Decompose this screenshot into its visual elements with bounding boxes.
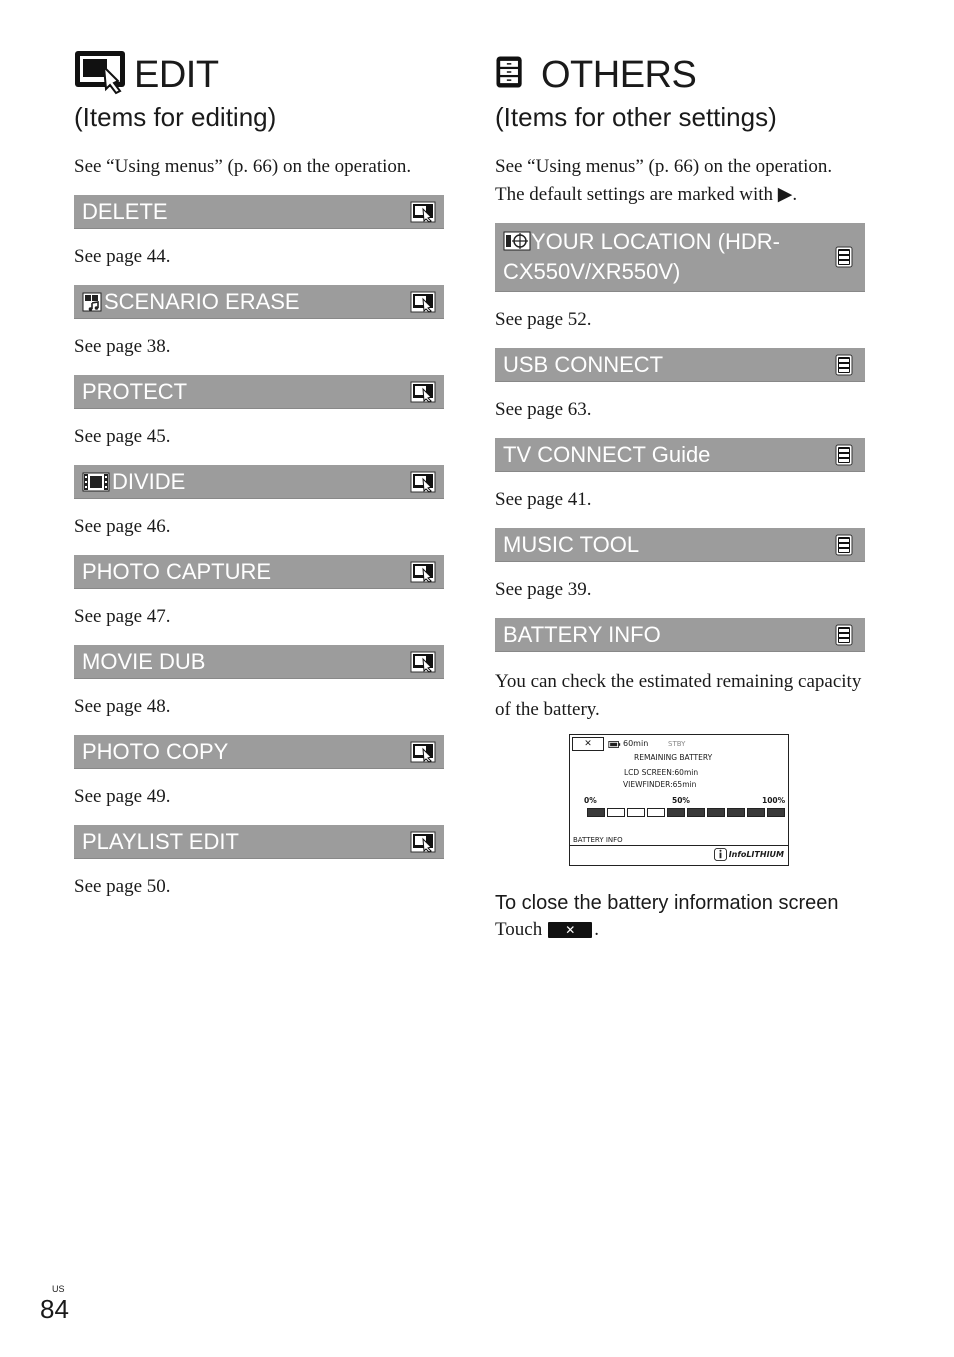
battery-segment bbox=[747, 808, 765, 817]
others-category-icon bbox=[831, 246, 857, 268]
scale-max-label: 100% bbox=[762, 796, 786, 805]
menu-label: PROTECT bbox=[82, 379, 188, 404]
lcd-label: LCD SCREEN: bbox=[624, 768, 675, 777]
others-category-icon bbox=[831, 534, 857, 556]
menu-label: MUSIC TOOL bbox=[503, 532, 640, 557]
edit-category-icon bbox=[410, 201, 436, 223]
menu-ref: See page 38. bbox=[74, 336, 171, 357]
edit-category-icon bbox=[410, 831, 436, 853]
info-icon bbox=[714, 848, 727, 861]
menu-bar-delete bbox=[74, 195, 444, 229]
scenario-icon bbox=[82, 291, 102, 313]
screen-close-button[interactable]: ✕ bbox=[572, 737, 604, 751]
menu-label: PLAYLIST EDIT bbox=[82, 829, 239, 854]
menu-ref: See page 39. bbox=[495, 579, 592, 600]
battery-segment bbox=[587, 808, 605, 817]
menu-bar-tv-connect-guide bbox=[495, 438, 865, 472]
edit-category-icon bbox=[410, 291, 436, 313]
edit-category-icon bbox=[410, 561, 436, 583]
battery-time: 60min bbox=[623, 739, 649, 748]
menu-item-music-tool bbox=[495, 528, 865, 604]
scale-mid-label: 50% bbox=[672, 796, 690, 805]
touch-prefix: Touch bbox=[495, 919, 543, 940]
battery-segment bbox=[647, 808, 665, 817]
lcd-screen-readout bbox=[624, 768, 698, 777]
menu-item-scenario-erase bbox=[74, 285, 444, 361]
film-icon bbox=[82, 471, 110, 493]
mode-status: STBY bbox=[668, 740, 686, 748]
menu-ref: See page 45. bbox=[74, 426, 171, 447]
others-category-icon bbox=[831, 624, 857, 646]
remaining-battery-heading: REMAINING BATTERY bbox=[634, 753, 713, 762]
menu-bar-photo-capture bbox=[74, 555, 444, 589]
location-icon bbox=[503, 230, 531, 252]
touch-suffix: . bbox=[594, 919, 599, 940]
edit-title: EDIT bbox=[134, 54, 219, 96]
menu-label: SCENARIO ERASE bbox=[104, 289, 300, 314]
page-region: US bbox=[52, 1284, 65, 1294]
menu-item-battery-info bbox=[495, 618, 865, 941]
menu-ref: See page 63. bbox=[495, 399, 592, 420]
others-subtitle: (Items for other settings) bbox=[495, 102, 777, 132]
menu-item-usb-connect bbox=[495, 348, 865, 424]
menu-ref: See page 44. bbox=[74, 246, 171, 267]
menu-label-wrap bbox=[503, 227, 825, 287]
menu-ref: See page 47. bbox=[74, 606, 171, 627]
menu-item-playlist-edit bbox=[74, 825, 444, 901]
battery-small-icon bbox=[608, 741, 621, 748]
menu-bar-your-location bbox=[495, 223, 865, 292]
menu-item-divide bbox=[74, 465, 444, 541]
menu-ref: See page 49. bbox=[74, 786, 171, 807]
menu-label: DIVIDE bbox=[112, 469, 186, 494]
battery-segment bbox=[767, 808, 785, 817]
battery-info-footer-label: BATTERY INFO bbox=[573, 836, 623, 844]
menu-bar-battery-info bbox=[495, 618, 865, 652]
menu-item-photo-copy bbox=[74, 735, 444, 811]
others-intro-line2: The default settings are marked with ▶. bbox=[495, 184, 798, 205]
menu-ref: See page 46. bbox=[74, 516, 171, 537]
menu-item-protect bbox=[74, 375, 444, 451]
menu-label: PHOTO COPY bbox=[82, 739, 229, 764]
edit-category-icon bbox=[410, 471, 436, 493]
menu-label: TV CONNECT Guide bbox=[503, 442, 711, 467]
menu-ref: See page 52. bbox=[495, 309, 592, 330]
others-category-icon bbox=[831, 444, 857, 466]
menu-bar-photo-copy bbox=[74, 735, 444, 769]
others-section bbox=[495, 40, 865, 941]
edit-intro: See “Using menus” (p. 66) on the operation. bbox=[74, 156, 412, 177]
vf-label: VIEWFINDER: bbox=[623, 780, 673, 789]
battery-level-bar bbox=[587, 808, 785, 817]
others-menu-icon bbox=[495, 49, 535, 95]
menu-label: MOVIE DUB bbox=[82, 649, 206, 674]
battery-info-screen bbox=[569, 734, 789, 866]
menu-label: PHOTO CAPTURE bbox=[82, 559, 272, 584]
menu-ref: You can check the estimated remaining capacity of the battery. bbox=[495, 671, 862, 720]
edit-subtitle: (Items for editing) bbox=[74, 102, 277, 132]
others-intro-line1: See “Using menus” (p. 66) on the operation. bbox=[495, 156, 833, 177]
menu-ref: See page 50. bbox=[74, 876, 171, 897]
menu-bar-playlist-edit bbox=[74, 825, 444, 859]
lcd-value: 60min bbox=[674, 768, 699, 777]
menu-ref: See page 41. bbox=[495, 489, 592, 510]
close-instructions-title: To close the battery information screen bbox=[495, 892, 839, 914]
edit-menu-icon bbox=[74, 49, 128, 95]
vf-value: 65min bbox=[672, 780, 697, 789]
edit-category-icon bbox=[410, 381, 436, 403]
edit-category-icon bbox=[410, 741, 436, 763]
battery-segment bbox=[707, 808, 725, 817]
infolithium-logo bbox=[714, 848, 784, 861]
battery-segment bbox=[627, 808, 645, 817]
menu-item-delete bbox=[74, 195, 444, 271]
scale-min-label: 0% bbox=[584, 796, 597, 805]
battery-segment bbox=[727, 808, 745, 817]
menu-bar-protect bbox=[74, 375, 444, 409]
close-button-illustration: ✕ bbox=[548, 922, 592, 938]
battery-segment bbox=[667, 808, 685, 817]
menu-bar-scenario-erase bbox=[74, 285, 444, 319]
menu-label: YOUR LOCATION (HDR-CX550V/XR550V) bbox=[503, 229, 780, 284]
others-intro bbox=[495, 153, 865, 209]
menu-label: USB CONNECT bbox=[503, 352, 664, 377]
edit-category-icon bbox=[410, 651, 436, 673]
close-instructions-line bbox=[495, 919, 865, 941]
footer-divider bbox=[570, 845, 788, 846]
battery-segment bbox=[687, 808, 705, 817]
menu-item-tv-connect-guide bbox=[495, 438, 865, 514]
menu-item-your-location bbox=[495, 223, 865, 334]
viewfinder-readout bbox=[623, 780, 696, 789]
page-number: 84 bbox=[40, 1294, 69, 1324]
menu-bar-movie-dub bbox=[74, 645, 444, 679]
others-title: OTHERS bbox=[541, 54, 697, 96]
menu-item-movie-dub bbox=[74, 645, 444, 721]
edit-section bbox=[74, 40, 444, 901]
others-category-icon bbox=[831, 354, 857, 376]
menu-ref: See page 48. bbox=[74, 696, 171, 717]
menu-label: DELETE bbox=[82, 199, 168, 224]
others-header bbox=[495, 40, 865, 95]
battery-segment bbox=[607, 808, 625, 817]
edit-header bbox=[74, 40, 444, 95]
menu-item-photo-capture bbox=[74, 555, 444, 631]
menu-bar-usb-connect bbox=[495, 348, 865, 382]
menu-label: BATTERY INFO bbox=[503, 622, 661, 647]
menu-bar-music-tool bbox=[495, 528, 865, 562]
brand-text: InfoLITHIUM bbox=[728, 850, 784, 859]
menu-bar-divide bbox=[74, 465, 444, 499]
